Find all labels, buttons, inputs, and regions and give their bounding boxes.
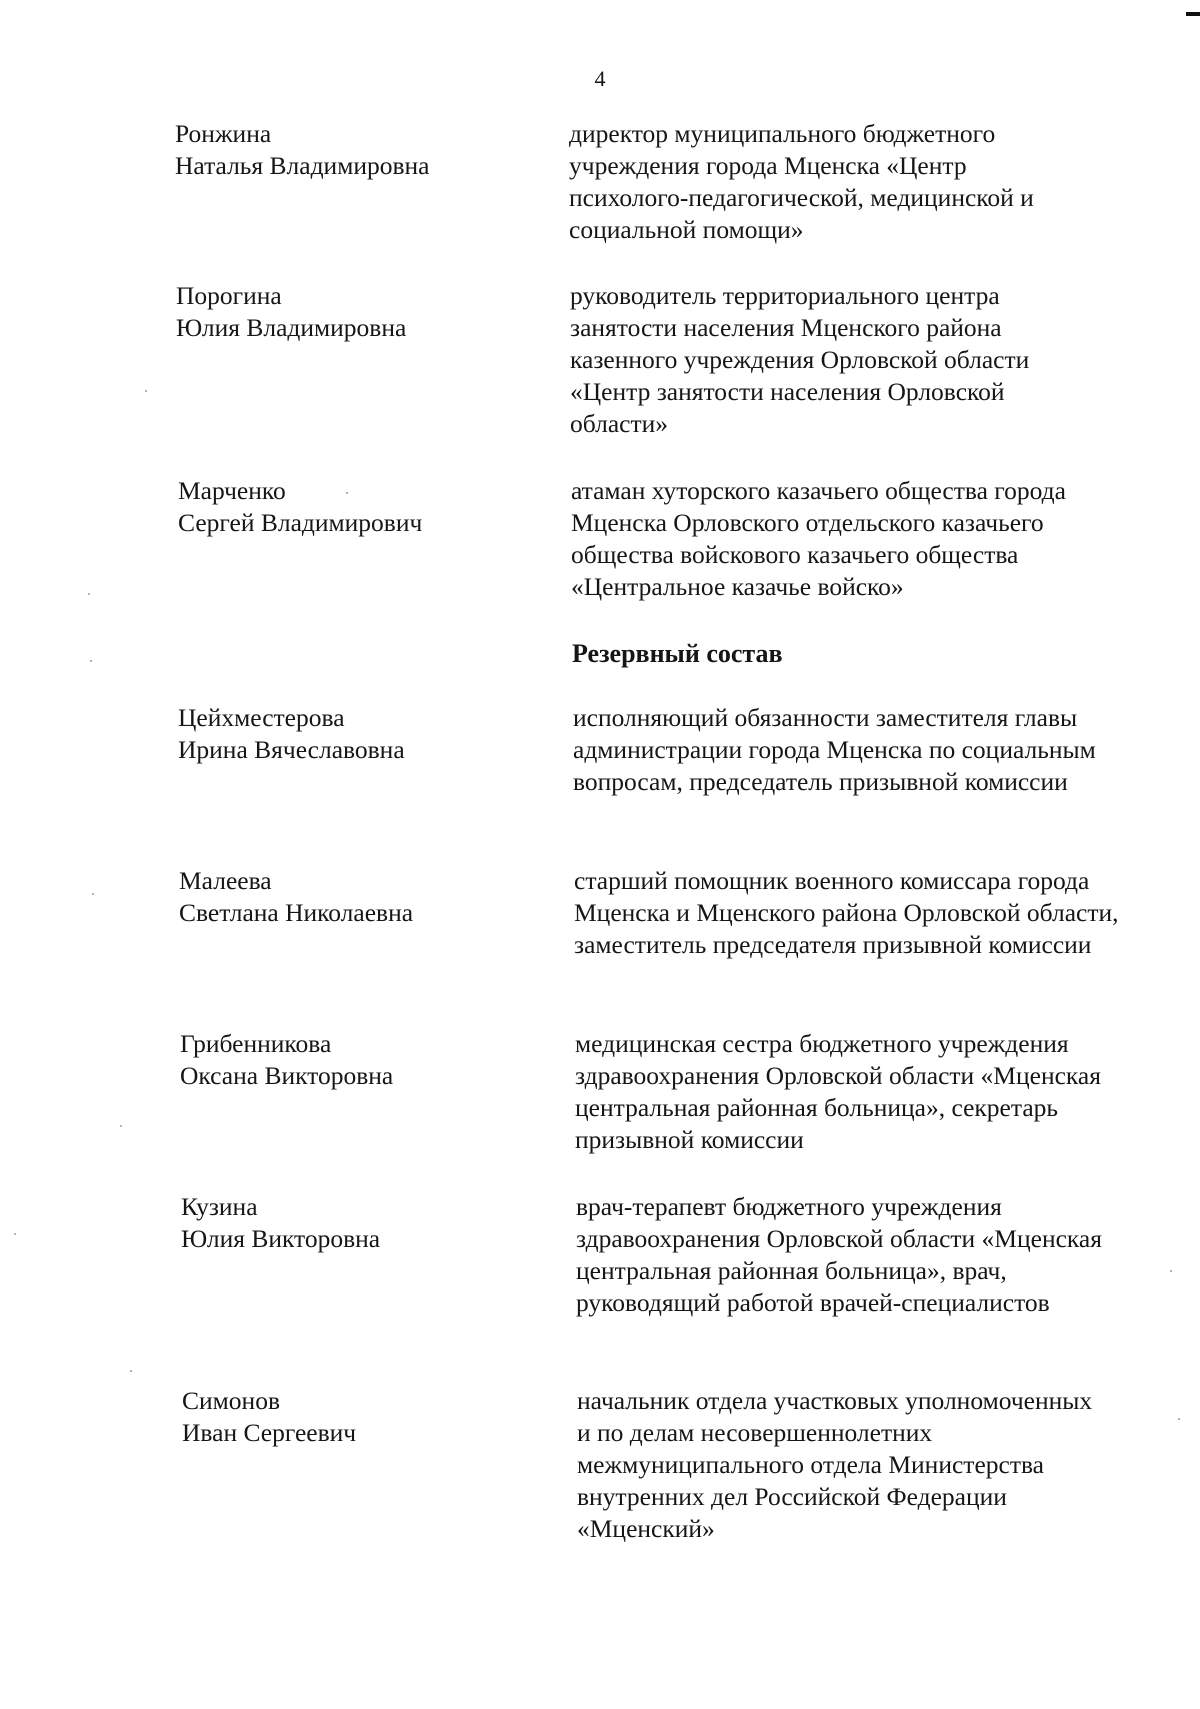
member-role: старший помощник военного комиссара города Мценска и Мценского района Орловской области, заместитель председателя призывной комиссии	[574, 866, 1119, 959]
member-role: медицинская сестра бюджетного учреждения здравоохранения Орловской области «Мценская центральная районная больница», секретарь призывной комиссии	[575, 1029, 1101, 1154]
member-name	[182, 1385, 356, 1449]
member-surname: Ронжина	[175, 119, 272, 148]
member-name	[178, 702, 405, 766]
member-role: врач-терапевт бюджетного учреждения здравоохранения Орловской области «Мценская центральная районная больница», врач, руководящий работой врачей-специалистов	[576, 1192, 1102, 1317]
member-surname: Грибенникова	[180, 1029, 332, 1058]
scan-speck	[14, 1233, 16, 1235]
member-role: начальник отдела участковых уполномоченных и по делам несовершеннолетних межмуниципального отдела Министерства внутренних дел Российской Федерации «Мценский»	[577, 1386, 1093, 1543]
member-name	[178, 475, 422, 539]
member-surname: Симонов	[182, 1386, 280, 1415]
member-surname: Марченко	[178, 476, 286, 505]
reserve-section-title: Резервный состав	[572, 639, 783, 668]
scan-speck	[1170, 1270, 1172, 1272]
member-given-name: Юлия Викторовна	[181, 1224, 381, 1253]
member-surname: Малеева	[179, 866, 272, 895]
scan-speck	[92, 893, 94, 895]
member-name	[175, 118, 430, 182]
scan-edge-mark	[1186, 12, 1200, 16]
scan-speck	[145, 390, 147, 392]
member-role: руководитель территориального центра занятости населения Мценского района казенного учреждения Орловской области «Центр занятости населения Орловской области»	[570, 281, 1030, 438]
member-given-name: Светлана Николаевна	[179, 898, 414, 927]
member-given-name: Оксана Викторовна	[180, 1061, 394, 1090]
member-surname: Порогина	[176, 281, 282, 310]
scan-speck	[130, 1370, 132, 1372]
scan-speck	[346, 492, 348, 494]
member-name	[181, 1191, 380, 1255]
member-name	[180, 1028, 393, 1092]
member-given-name: Сергей Владимирович	[178, 508, 423, 537]
scan-speck	[88, 593, 90, 595]
scan-speck	[1178, 1418, 1180, 1420]
member-given-name: Наталья Владимировна	[175, 151, 430, 180]
member-given-name: Юлия Владимировна	[176, 313, 407, 342]
member-role: исполняющий обязанности заместителя главы администрации города Мценска по социальным вопросам, председатель призывной комиссии	[573, 703, 1096, 796]
member-given-name: Ирина Вячеславовна	[178, 735, 405, 764]
scan-speck	[90, 660, 92, 662]
member-surname: Цейхместерова	[178, 703, 345, 732]
member-role: атаман хуторского казачьего общества города Мценска Орловского отдельского казачьего общества войскового казачьего общества «Центральное казачье войско»	[571, 476, 1066, 601]
member-given-name: Иван Сергеевич	[182, 1418, 357, 1447]
scan-speck	[120, 1125, 122, 1127]
page-number: 4	[594, 66, 606, 91]
member-name	[179, 865, 413, 929]
member-name	[176, 280, 406, 344]
member-role: директор муниципального бюджетного учреждения города Мценска «Центр психолого-педагогической, медицинской и социальной помощи»	[569, 119, 1034, 244]
member-surname: Кузина	[181, 1192, 258, 1221]
